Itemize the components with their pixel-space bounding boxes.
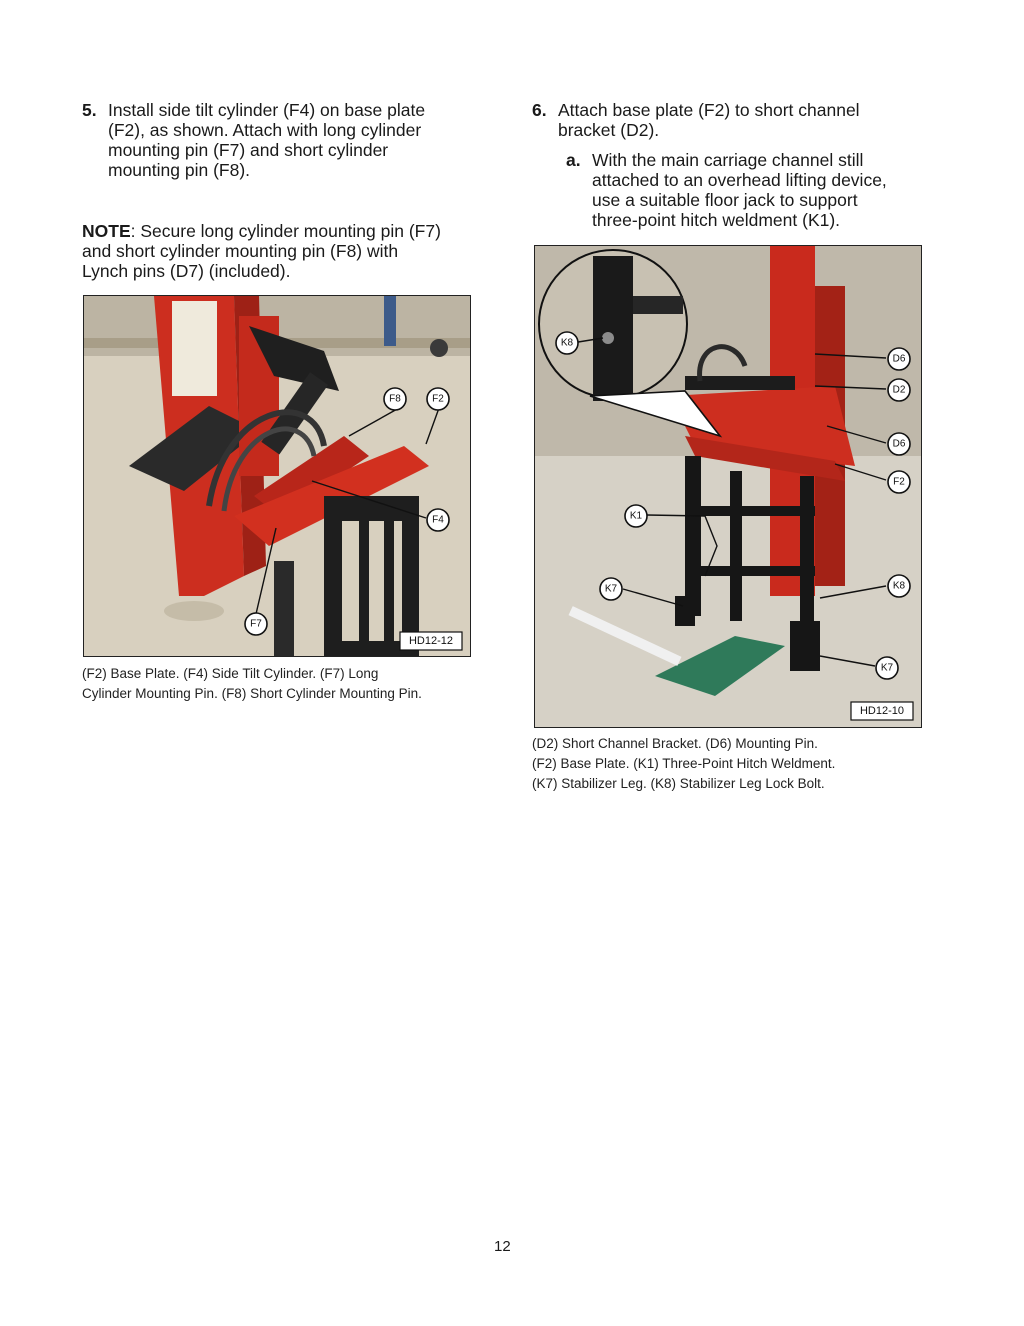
page-number: 12 bbox=[494, 1238, 511, 1255]
svg-text:F7: F7 bbox=[250, 618, 262, 630]
step-6a-line: With the main carriage channel still bbox=[592, 150, 864, 170]
callout-f2 bbox=[427, 388, 449, 410]
svg-text:HD12-10: HD12-10 bbox=[859, 705, 905, 717]
step-6a-line: three-point hitch weldment (K1). bbox=[592, 210, 841, 230]
figure-1-caption-line: Cylinder Mounting Pin. (F8) Short Cylinder Mounting Pin. bbox=[82, 686, 422, 701]
figure-2-caption-line: (D2) Short Channel Bracket. (D6) Mounting Pin. bbox=[532, 736, 818, 751]
note-label: NOTE bbox=[82, 221, 131, 241]
figure-1-id bbox=[400, 632, 462, 650]
figure-2-illustration bbox=[535, 246, 921, 727]
figure-1-caption bbox=[82, 664, 502, 704]
figure-1-caption-line: (F2) Base Plate. (F4) Side Tilt Cylinder. (F7) Long bbox=[82, 666, 379, 681]
step-5-number: 5. bbox=[82, 100, 97, 120]
step-5-line: (F2), as shown. Attach with long cylinder bbox=[108, 120, 422, 140]
callout-f2 bbox=[888, 471, 910, 493]
figure-2-caption-line: (K7) Stabilizer Leg. (K8) Stabilizer Leg Lock Bolt. bbox=[532, 776, 825, 791]
callout-k7-right bbox=[876, 657, 898, 679]
callout-k8-inset bbox=[556, 332, 578, 354]
step-6 bbox=[532, 100, 952, 144]
figure-2-caption-line: (F2) Base Plate. (K1) Three-Point Hitch Weldment. bbox=[532, 756, 836, 771]
figure-2-photo bbox=[534, 245, 922, 728]
callout-f4 bbox=[427, 509, 449, 531]
step-5-line: mounting pin (F7) and short cylinder bbox=[108, 140, 389, 160]
callout-k7-left bbox=[600, 578, 622, 600]
callout-d2 bbox=[888, 379, 910, 401]
figure-2-caption bbox=[532, 734, 952, 794]
callout-f7 bbox=[245, 613, 267, 635]
callout-k1 bbox=[625, 505, 647, 527]
svg-text:K8: K8 bbox=[892, 580, 906, 592]
svg-text:K7: K7 bbox=[604, 583, 618, 595]
step-6-line: Attach base plate (F2) to short channel bbox=[558, 100, 860, 120]
step-6-number: 6. bbox=[532, 100, 547, 120]
svg-text:HD12-12: HD12-12 bbox=[408, 635, 454, 647]
svg-text:D6: D6 bbox=[892, 353, 906, 365]
step-5-line: mounting pin (F8). bbox=[108, 160, 251, 180]
step-5-line: Install side tilt cylinder (F4) on base plate bbox=[108, 100, 426, 120]
svg-text:K1: K1 bbox=[629, 510, 643, 522]
callout-k8-right bbox=[888, 575, 910, 597]
step-6a-line: use a suitable floor jack to support bbox=[592, 190, 858, 210]
note-line: Lynch pins (D7) (included). bbox=[82, 261, 291, 281]
note-line: : Secure long cylinder mounting pin (F7) bbox=[130, 221, 441, 241]
svg-text:D6: D6 bbox=[892, 438, 906, 450]
svg-text:F2: F2 bbox=[893, 476, 905, 488]
figure-1-illustration bbox=[84, 296, 470, 656]
step-6a-line: attached to an overhead lifting device, bbox=[592, 170, 887, 190]
svg-text:K8: K8 bbox=[560, 337, 574, 349]
svg-text:F8: F8 bbox=[389, 393, 401, 405]
svg-text:F2: F2 bbox=[432, 393, 444, 405]
svg-text:K7: K7 bbox=[880, 662, 894, 674]
callout-d6-top bbox=[888, 348, 910, 370]
svg-text:F4: F4 bbox=[432, 514, 444, 526]
note-block bbox=[82, 221, 502, 281]
figure-2-id bbox=[851, 702, 913, 720]
callout-d6-bottom bbox=[888, 433, 910, 455]
step-6a bbox=[566, 150, 966, 234]
figure-1-photo bbox=[83, 295, 471, 657]
step-6-line: bracket (D2). bbox=[558, 120, 660, 140]
svg-text:D2: D2 bbox=[892, 384, 906, 396]
callout-f8 bbox=[384, 388, 406, 410]
step-6a-letter: a. bbox=[566, 150, 581, 170]
note-line: and short cylinder mounting pin (F8) with bbox=[82, 241, 399, 261]
step-5 bbox=[82, 100, 502, 184]
